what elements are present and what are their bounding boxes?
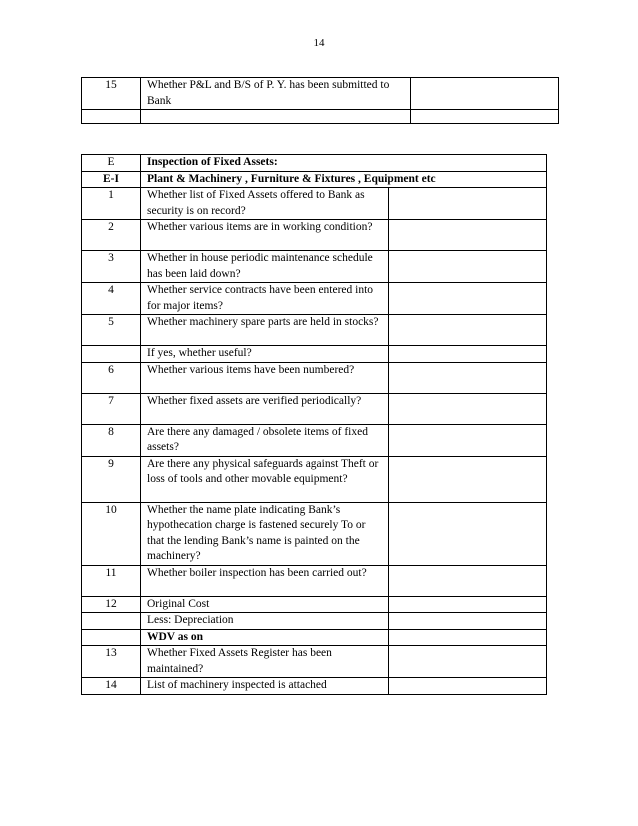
row-answer-cell[interactable]: [389, 188, 547, 220]
fixed-assets-table: [81, 154, 547, 695]
table-row: [82, 456, 547, 502]
row-answer-cell[interactable]: [389, 283, 547, 315]
table-row: [82, 424, 547, 456]
row-number: [82, 346, 141, 363]
row-answer-cell[interactable]: [389, 393, 547, 424]
table-row: [82, 596, 547, 613]
row-number: 7: [82, 393, 141, 424]
row-question: Whether Fixed Assets Register has been maintained?: [141, 646, 389, 678]
row-answer-cell[interactable]: [389, 502, 547, 565]
row-answer-cell[interactable]: [389, 315, 547, 346]
row-question: Are there any damaged / obsolete items of fixed assets?: [141, 424, 389, 456]
table-row: [82, 346, 547, 363]
table-row: [82, 188, 547, 220]
row-answer-cell[interactable]: [389, 565, 547, 596]
row-question: Whether boiler inspection has been carried out?: [141, 565, 389, 596]
row-question: Whether list of Fixed Assets offered to Bank as security is on record?: [141, 188, 389, 220]
section-title: Inspection of Fixed Assets:: [141, 155, 547, 172]
row-number: [82, 613, 141, 630]
row-question: Less: Depreciation: [141, 613, 389, 630]
row-question: Whether various items have been numbered?: [141, 362, 389, 393]
subsection-header-row: [82, 171, 547, 188]
row-answer-cell[interactable]: [389, 251, 547, 283]
row-answer-cell[interactable]: [389, 456, 547, 502]
row-answer-cell[interactable]: [389, 678, 547, 695]
row-answer-cell[interactable]: [389, 362, 547, 393]
top-table: [81, 77, 559, 124]
table-row: [82, 502, 547, 565]
row-number: [82, 110, 141, 124]
row-question: Whether machinery spare parts are held in stocks?: [141, 315, 389, 346]
table-row: [82, 565, 547, 596]
row-question: Whether P&L and B/S of P. Y. has been submitted to Bank: [141, 78, 411, 110]
row-answer-cell[interactable]: [389, 220, 547, 251]
row-number: 15: [82, 78, 141, 110]
row-number: 8: [82, 424, 141, 456]
row-number: 1: [82, 188, 141, 220]
row-answer-cell[interactable]: [389, 346, 547, 363]
table-row: [82, 646, 547, 678]
row-number: 14: [82, 678, 141, 695]
row-number: [82, 629, 141, 646]
row-answer-cell[interactable]: [389, 613, 547, 630]
table-row: [82, 110, 559, 124]
section-header-row: [82, 155, 547, 172]
row-number: 2: [82, 220, 141, 251]
row-number: 11: [82, 565, 141, 596]
row-question: Whether service contracts have been entered into for major items?: [141, 283, 389, 315]
table-row: [82, 393, 547, 424]
row-answer-cell[interactable]: [389, 629, 547, 646]
row-number: 3: [82, 251, 141, 283]
table-row: [82, 251, 547, 283]
row-number: 5: [82, 315, 141, 346]
table-row: [82, 613, 547, 630]
row-number: 4: [82, 283, 141, 315]
row-question: [141, 110, 411, 124]
row-answer-cell[interactable]: [389, 596, 547, 613]
section-id: E: [82, 155, 141, 172]
row-question: Are there any physical safeguards against Theft or loss of tools and other movable equipment?: [141, 456, 389, 502]
row-question: Original Cost: [141, 596, 389, 613]
row-number: 13: [82, 646, 141, 678]
page-number: 14: [313, 37, 325, 49]
row-answer-cell[interactable]: [411, 110, 559, 124]
row-answer-cell[interactable]: [411, 78, 559, 110]
row-number: 9: [82, 456, 141, 502]
table-row: [82, 362, 547, 393]
row-question: List of machinery inspected is attached: [141, 678, 389, 695]
row-answer-cell[interactable]: [389, 424, 547, 456]
row-question: Whether fixed assets are verified periodically?: [141, 393, 389, 424]
row-question: Whether in house periodic maintenance schedule has been laid down?: [141, 251, 389, 283]
table-row: [82, 678, 547, 695]
table-row: [82, 629, 547, 646]
table-row: [82, 220, 547, 251]
row-question: Whether the name plate indicating Bank’s hypothecation charge is fastened securely To or that the lending Bank’s name is painted on the machinery?: [141, 502, 389, 565]
row-question: WDV as on: [141, 629, 389, 646]
table-row: [82, 315, 547, 346]
row-number: 6: [82, 362, 141, 393]
row-number: 12: [82, 596, 141, 613]
row-question: Whether various items are in working condition?: [141, 220, 389, 251]
subsection-title: Plant & Machinery , Furniture & Fixtures , Equipment etc: [141, 171, 547, 188]
row-answer-cell[interactable]: [389, 646, 547, 678]
subsection-id: E-I: [82, 171, 141, 188]
row-number: 10: [82, 502, 141, 565]
table-row: [82, 78, 559, 110]
row-question: If yes, whether useful?: [141, 346, 389, 363]
table-row: [82, 283, 547, 315]
